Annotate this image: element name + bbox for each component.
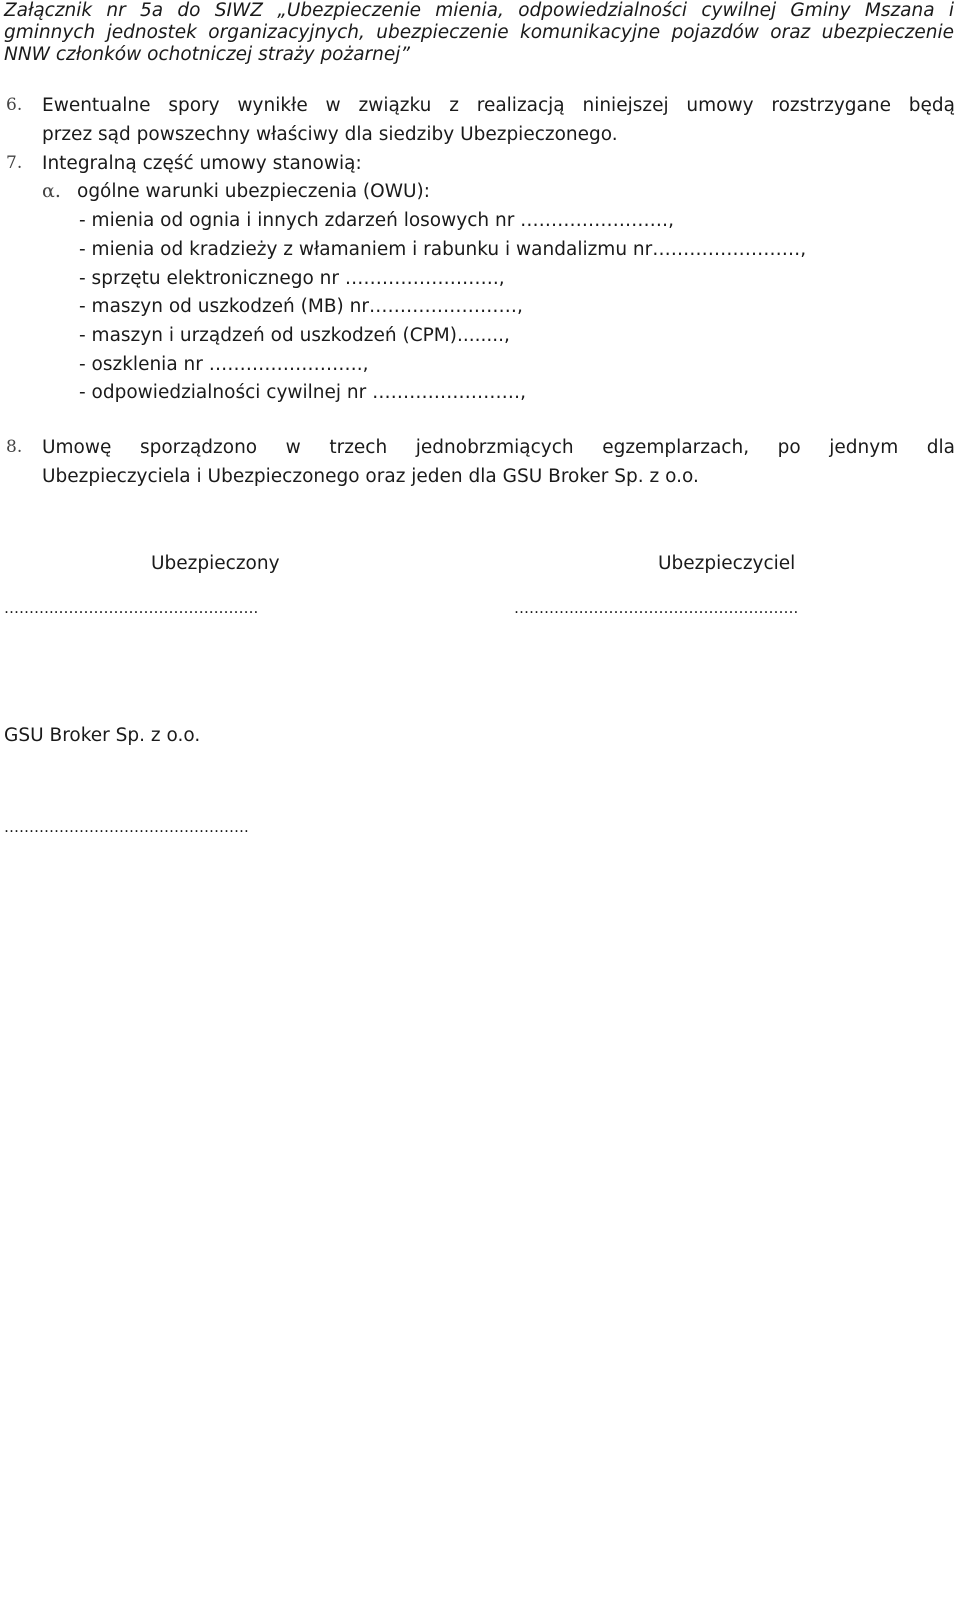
owu-item: - oszklenia nr …………………….,: [79, 354, 369, 375]
owu-item: - mienia od kradzieży z włamaniem i rabunku i wandalizmu nr……………………,: [79, 239, 807, 260]
section-6-number: 6.: [6, 95, 23, 115]
owu-item: - maszyn i urządzeń od uszkodzeń (CPM)........,: [79, 325, 510, 346]
section-8-line-1: Umowę sporządzono w trzech jednobrzmiących egzemplarzach, po jednym dla: [42, 437, 955, 458]
owu-item: - sprzętu elektronicznego nr …………………….,: [79, 268, 505, 289]
section-8-number: 8.: [6, 437, 23, 457]
signature-line-insurer: …………..…………………………………….: [514, 599, 799, 617]
section-7-title: Integralną część umowy stanowią:: [42, 153, 362, 174]
owu-item: - maszyn od uszkodzeń (MB) nr……………………,: [79, 296, 523, 317]
section-6-line-2: przez sąd powszechny właściwy dla siedziby Ubezpieczonego.: [42, 124, 618, 145]
signature-label-broker: GSU Broker Sp. z o.o.: [4, 725, 201, 746]
page-header: Załącznik nr 5a do SIWZ „Ubezpieczenie mienia, odpowiedzialności cywilnej Gminy Mszana i gminnych jednostek organizacyjnych, ubezpieczenie komunikacyjne pojazdów oraz ubezpieczenie NNW członków ochotniczej straży pożarnej”: [4, 0, 954, 65]
signature-line-insured: ………..………………………………….: [4, 599, 259, 617]
owu-item: - odpowiedzialności cywilnej nr ……………………,: [79, 382, 527, 403]
owu-item: - mienia od ognia i innych zdarzeń losowych nr ……………………,: [79, 210, 675, 231]
signature-label-insured: Ubezpieczony: [151, 553, 280, 574]
section-8-line-2: Ubezpieczyciela i Ubezpieczonego oraz jeden dla GSU Broker Sp. z o.o.: [42, 466, 699, 487]
section-7-number: 7.: [6, 153, 23, 173]
signature-line-broker: ………………………………………….: [4, 818, 249, 836]
signature-label-insurer: Ubezpieczyciel: [658, 553, 796, 574]
section-6-line-1: Ewentualne spory wynikłe w związku z realizacją niniejszej umowy rozstrzygane będą: [42, 95, 955, 116]
section-7-alpha-text: ogólne warunki ubezpieczenia (OWU):: [77, 181, 430, 202]
section-7-alpha-marker: α.: [42, 180, 61, 202]
